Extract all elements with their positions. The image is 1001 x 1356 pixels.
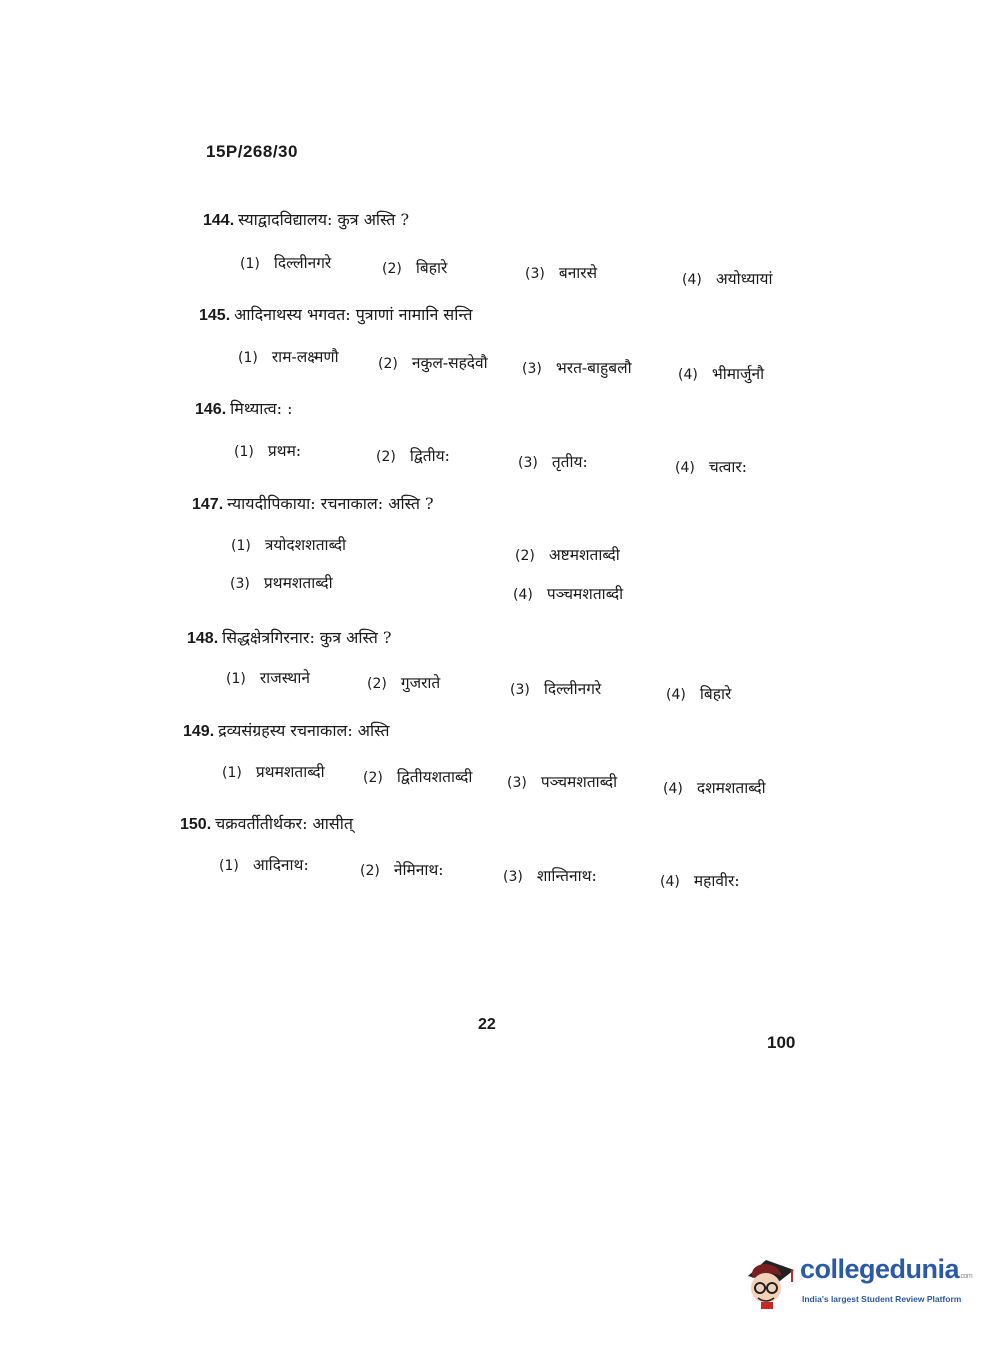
- option-text: शान्तिनाथ:: [536, 867, 597, 885]
- option-147-3: [230, 571, 333, 593]
- option-144-1: [240, 251, 331, 273]
- mascot-logo-icon: [742, 1252, 798, 1310]
- question-text: मिथ्यात्व: :: [230, 399, 293, 418]
- option-149-1: [222, 760, 325, 782]
- option-text: राम-लक्ष्मणौ: [271, 348, 339, 366]
- option-text: द्वितीयशताब्दी: [396, 768, 473, 786]
- question-number: 148.: [187, 630, 219, 647]
- option-number: (1): [222, 765, 242, 781]
- option-number: (2): [367, 676, 387, 692]
- brand-tagline: India's largest Student Review Platform: [802, 1294, 962, 1304]
- question-146: [195, 397, 292, 419]
- option-148-4: [666, 682, 731, 704]
- option-text: राजस्थाने: [259, 669, 310, 687]
- question-150: [180, 812, 353, 834]
- option-text: भीमार्जुनौ: [711, 365, 765, 383]
- option-text: प्रथमशताब्दी: [255, 763, 325, 781]
- question-text: चक्रवर्तीतीर्थकर: आसीत्: [215, 814, 353, 833]
- option-147-2: [515, 543, 620, 565]
- option-text: बिहारे: [415, 259, 448, 277]
- option-text: नेमिनाथ:: [393, 861, 444, 879]
- option-number: (2): [376, 449, 396, 465]
- option-text: अष्टमशताब्दी: [548, 546, 620, 564]
- option-text: अयोध्यायां: [715, 270, 773, 288]
- option-text: नकुल-सहदेवौ: [411, 354, 488, 372]
- option-number: (1): [219, 858, 239, 874]
- option-number: (4): [675, 460, 695, 476]
- option-number: (4): [682, 272, 702, 288]
- option-146-2: [376, 444, 450, 466]
- option-146-1: [234, 439, 301, 461]
- question-text: स्याद्वादविद्यालय: कुत्र अस्ति ?: [238, 210, 410, 229]
- option-text: द्वितीय:: [409, 447, 450, 465]
- option-148-1: [226, 666, 310, 688]
- question-number: 147.: [192, 496, 224, 513]
- option-145-2: [378, 351, 488, 373]
- option-145-4: [678, 362, 764, 384]
- option-number: (3): [230, 576, 250, 592]
- option-146-3: [518, 450, 588, 472]
- option-text: चत्वार:: [708, 458, 747, 476]
- question-text: द्रव्यसंग्रहस्य रचनाकाल: अस्ति: [218, 721, 390, 740]
- option-text: दिल्लीनगरे: [273, 254, 332, 272]
- question-number: 149.: [183, 723, 215, 740]
- option-150-3: [503, 864, 597, 886]
- brand-name: [800, 1254, 972, 1285]
- option-text: भरत-बाहुबलौ: [555, 359, 632, 377]
- option-text: तृतीय:: [551, 453, 588, 471]
- option-144-4: [682, 267, 773, 289]
- option-number: (3): [525, 266, 545, 282]
- option-text: पञ्चमशताब्दी: [546, 585, 624, 603]
- question-text: न्यायदीपिकाया: रचनाकाल: अस्ति ?: [227, 494, 434, 513]
- paper-code: 15P/268/30: [206, 142, 298, 161]
- question-number: 150.: [180, 816, 212, 833]
- question-text: आदिनाथस्य भगवत: पुत्राणां नामानि सन्ति: [234, 305, 473, 324]
- option-147-1: [231, 533, 346, 555]
- brand-text: collegedunia: [800, 1254, 960, 1284]
- option-149-2: [363, 765, 472, 787]
- question-147: [192, 492, 434, 514]
- option-number: (1): [234, 444, 254, 460]
- option-number: (3): [503, 869, 523, 885]
- option-text: प्रथमशताब्दी: [263, 574, 333, 592]
- option-number: (2): [363, 770, 383, 786]
- option-text: गुजराते: [400, 674, 441, 692]
- option-number: (4): [678, 367, 698, 383]
- option-150-4: [660, 869, 740, 891]
- option-text: पञ्चमशताब्दी: [540, 773, 618, 791]
- option-number: (3): [522, 361, 542, 377]
- option-149-3: [507, 770, 617, 792]
- option-number: (2): [360, 863, 380, 879]
- question-number: 145.: [199, 307, 231, 324]
- option-number: (4): [666, 687, 686, 703]
- option-number: (1): [240, 256, 260, 272]
- option-text: बनारसे: [558, 264, 598, 282]
- option-text: दशमशताब्दी: [696, 779, 766, 797]
- option-146-4: [675, 455, 747, 477]
- option-150-1: [219, 853, 309, 875]
- question-149: [183, 719, 390, 741]
- option-number: (3): [518, 455, 538, 471]
- collegedunia-watermark: [742, 1250, 973, 1312]
- option-text: बिहारे: [699, 685, 732, 703]
- option-number: (1): [231, 538, 251, 554]
- page-number: 22: [478, 1016, 496, 1033]
- question-145: [199, 303, 472, 325]
- option-text: दिल्लीनगरे: [543, 680, 602, 698]
- option-text: प्रथम:: [267, 442, 302, 460]
- option-145-3: [522, 356, 632, 378]
- option-145-1: [238, 345, 339, 367]
- option-number: (4): [660, 874, 680, 890]
- option-149-4: [663, 776, 766, 798]
- option-number: (3): [510, 682, 530, 698]
- question-number: 144.: [203, 212, 235, 229]
- option-text: त्रयोदशशताब्दी: [264, 536, 346, 554]
- option-150-2: [360, 858, 443, 880]
- option-text: महावीर:: [693, 872, 740, 890]
- option-144-3: [525, 261, 597, 283]
- total-marks: 100: [767, 1033, 796, 1052]
- option-number: (1): [226, 671, 246, 687]
- option-text: आदिनाथ:: [252, 856, 309, 874]
- brand-suffix: .com: [959, 1273, 973, 1280]
- option-number: (1): [238, 350, 258, 366]
- option-147-4: [513, 582, 623, 604]
- question-text: सिद्धक्षेत्रगिरनार: कुत्र अस्ति ?: [222, 628, 392, 647]
- option-148-3: [510, 677, 601, 699]
- option-number: (2): [515, 548, 535, 564]
- option-number: (3): [507, 775, 527, 791]
- option-number: (2): [378, 356, 398, 372]
- option-number: (4): [663, 781, 683, 797]
- question-148: [187, 626, 392, 648]
- question-144: [203, 208, 409, 230]
- option-144-2: [382, 256, 447, 278]
- question-number: 146.: [195, 401, 227, 418]
- option-148-2: [367, 671, 440, 693]
- option-number: (2): [382, 261, 402, 277]
- option-number: (4): [513, 587, 533, 603]
